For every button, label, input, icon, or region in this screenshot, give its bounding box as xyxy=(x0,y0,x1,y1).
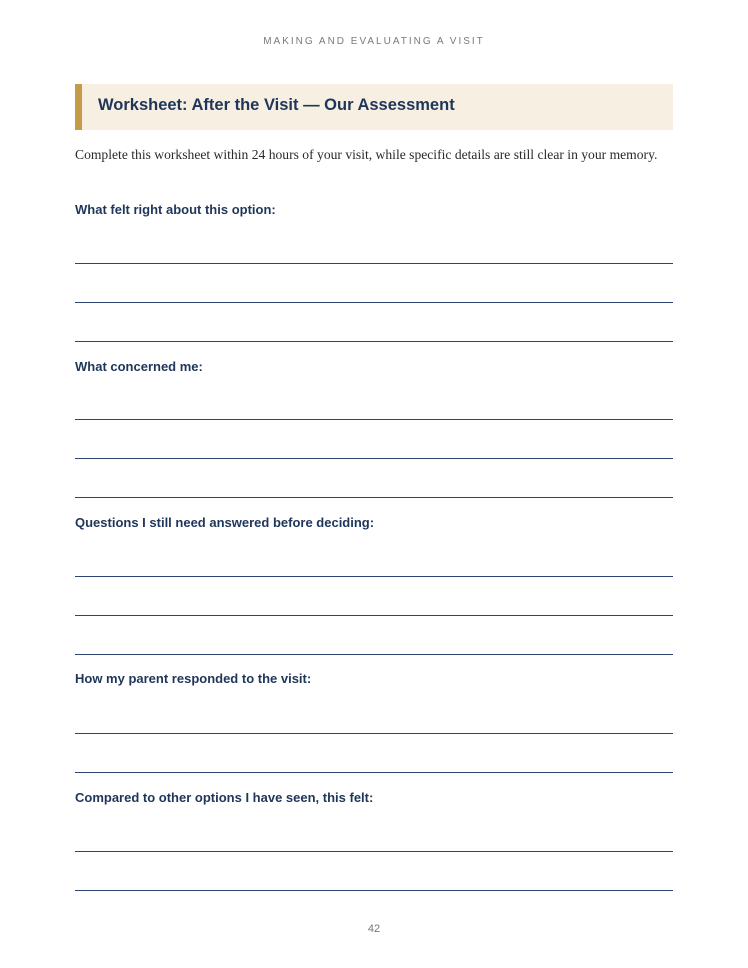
worksheet-title-box xyxy=(75,84,673,130)
running-header: MAKING AND EVALUATING A VISIT xyxy=(263,36,485,47)
answer-line-questions-2[interactable] xyxy=(75,615,673,616)
answer-line-felt-right-1[interactable] xyxy=(75,263,673,264)
page-number: 42 xyxy=(367,923,381,935)
prompt-questions: Questions I still need answered before deciding: xyxy=(75,515,375,530)
worksheet-intro: Complete this worksheet within 24 hours of your visit, while specific details are still clear in your memory. xyxy=(75,147,658,162)
answer-line-questions-3[interactable] xyxy=(75,654,673,655)
answer-line-felt-right-3[interactable] xyxy=(75,341,673,342)
answer-line-concerned-me-3[interactable] xyxy=(75,497,673,498)
answer-line-parent-response-1[interactable] xyxy=(75,733,673,734)
prompt-felt-right: What felt right about this option: xyxy=(75,202,276,217)
answer-line-concerned-me-2[interactable] xyxy=(75,458,673,459)
worksheet-title: Worksheet: After the Visit — Our Assessment xyxy=(98,96,455,114)
answer-line-questions-1[interactable] xyxy=(75,576,673,577)
answer-line-parent-response-2[interactable] xyxy=(75,772,673,773)
prompt-concerned-me: What concerned me: xyxy=(75,359,203,374)
answer-line-felt-right-2[interactable] xyxy=(75,302,673,303)
answer-line-compared-options-2[interactable] xyxy=(75,890,673,891)
answer-line-compared-options-1[interactable] xyxy=(75,851,673,852)
prompt-compared-options: Compared to other options I have seen, this felt: xyxy=(75,790,374,805)
prompt-parent-response: How my parent responded to the visit: xyxy=(75,671,312,686)
answer-line-concerned-me-1[interactable] xyxy=(75,419,673,420)
